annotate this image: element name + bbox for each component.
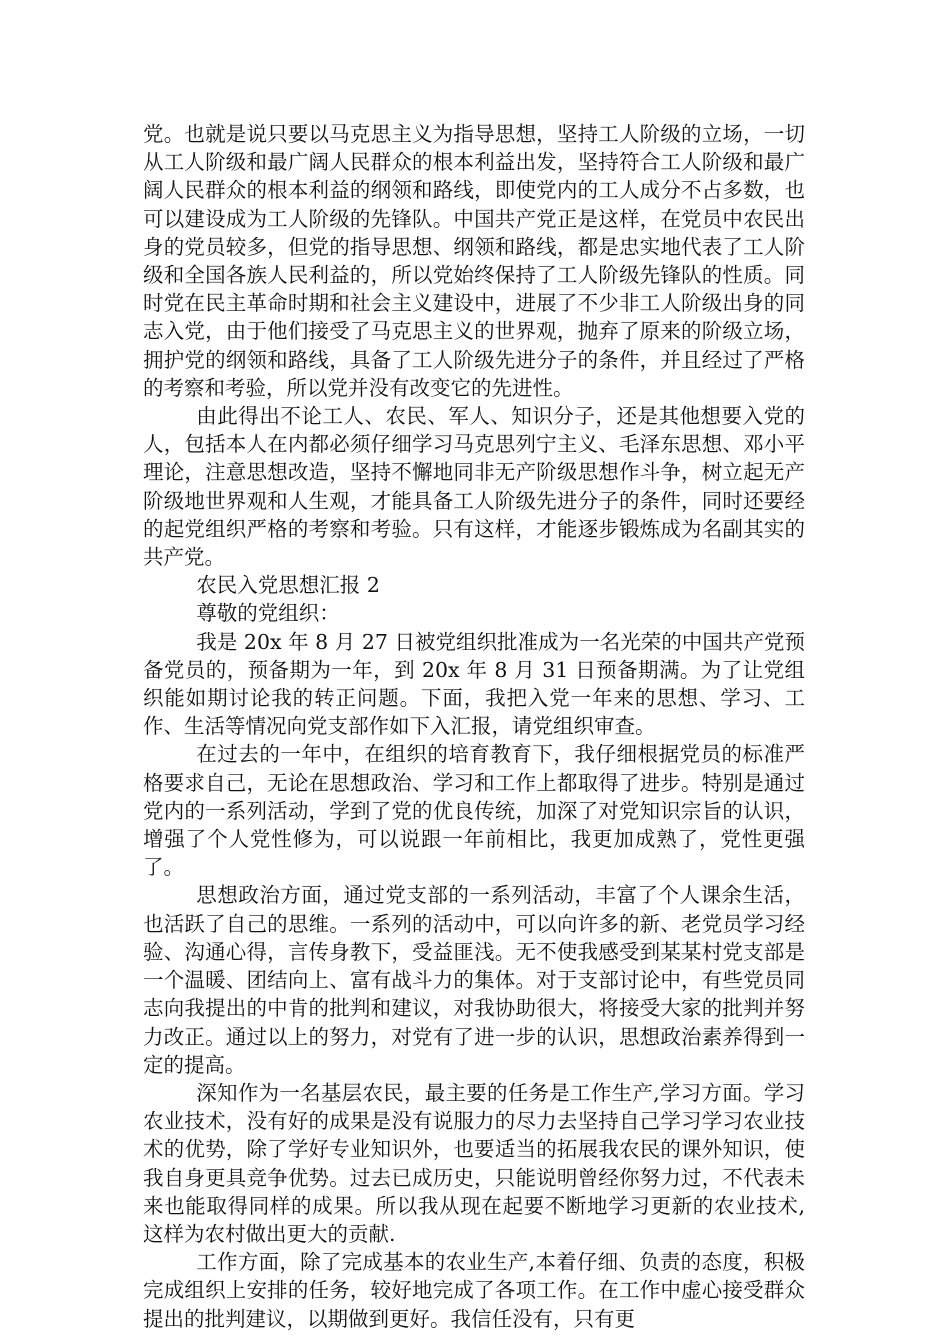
paragraph: 在过去的一年中，在组织的培育教育下，我仔细根据党员的标准严格要求自己，无论在思想政治、学习和工作上都取得了进步。特别是通过党内的一系列活动，学到了党的优良传统，加深了对党知识宗旨的认识，增强了个人党性修为，可以说跟一年前相比，我更加成熟了，党性更强了。 <box>143 742 805 880</box>
salutation: 尊敬的党组织： <box>196 601 340 626</box>
paragraph: 深知作为一名基层农民，最主要的任务是工作生产,学习方面。学习农业技术，没有好的成果是没有说服力的尽力去坚持自己学习学习农业技术的优势，除了学好专业知识外，也要适当的拓展我农民的课外知识，使我自身更具竞争优势。过去已成历史，只能说明曾经你努力过，不代表未来也能取得同样的成果。所以我从现在起要不断地学习更新的农业技术,这样为农村做出更大的贡献. <box>143 1080 805 1246</box>
paragraph: 思想政治方面，通过党支部的一系列活动，丰富了个人课余生活，也活跃了自己的思维。一系列的活动中，可以向许多的新、老党员学习经验、沟通心得，言传身教下，受益匪浅。无不使我感受到某某村党支部是一个温暖、团结向上、富有战斗力的集体。对于支部讨论中，有些党员同志向我提出的中肯的批判和建议，对我协助很大，将接受大家的批判并努力改正。通过以上的努力，对党有了进一步的认识，思想政治素养得到一定的提高。 <box>143 883 805 1077</box>
paragraph: 党。也就是说只要以马克思主义为指导思想，坚持工人阶级的立场，一切从工人阶级和最广阔人民群众的根本利益出发，坚持符合工人阶级和最广阔人民群众的根本利益的纲领和路线，即使党内的工人成分不占多数，也可以建设成为工人阶级的先锋队。中国共产党正是这样，在党员中农民出身的党员较多，但党的指导思想、纲领和路线，都是忠实地代表了工人阶级和全国各族人民利益的，所以党始终保持了工人阶级先锋队的性质。同时党在民主革命时期和社会主义建设中，进展了不少非工人阶级出身的同志入党，由于他们接受了马克思主义的世界观，抛弃了原来的阶级立场，拥护党的纲领和路线，具备了工人阶级先进分子的条件，并且经过了严格的考察和考验，所以党并没有改变它的先进性。 <box>143 122 805 400</box>
paragraph: 我是 20x 年 8 月 27 日被党组织批准成为一名光荣的中国共产党预备党员的，预备期为一年，到 20x 年 8 月 31 日预备期满。为了让党组织能如期讨论我的转正问题。下面，我把入党一年来的思想、学习、工作、生活等情况向党支部作如下入汇报，请党组织审查。 <box>143 629 805 739</box>
document-body <box>143 120 805 1333</box>
paragraph: 工作方面，除了完成基本的农业生产,本着仔细、负责的态度，积极完成组织上安排的任务，较好地完成了各项工作。在工作中虚心接受群众提出的批判建议，以期做到更好。我信任没有，只有更 <box>143 1250 805 1331</box>
paragraph: 由此得出不论工人、农民、军人、知识分子，还是其他想要入党的人，包括本人在内都必须仔细学习马克思列宁主义、毛泽东思想、邓小平理论，注意思想改造，坚持不懈地同非无产阶级思想作斗争，树立起无产阶级地世界观和人生观，才能具备工人阶级先进分子的条件，同时还要经的起党组织严格的考察和考验。只有这样，才能逐步锻炼成为名副其实的共产党。 <box>143 404 805 570</box>
section-title: 农民入党思想汇报 2 <box>196 573 380 598</box>
